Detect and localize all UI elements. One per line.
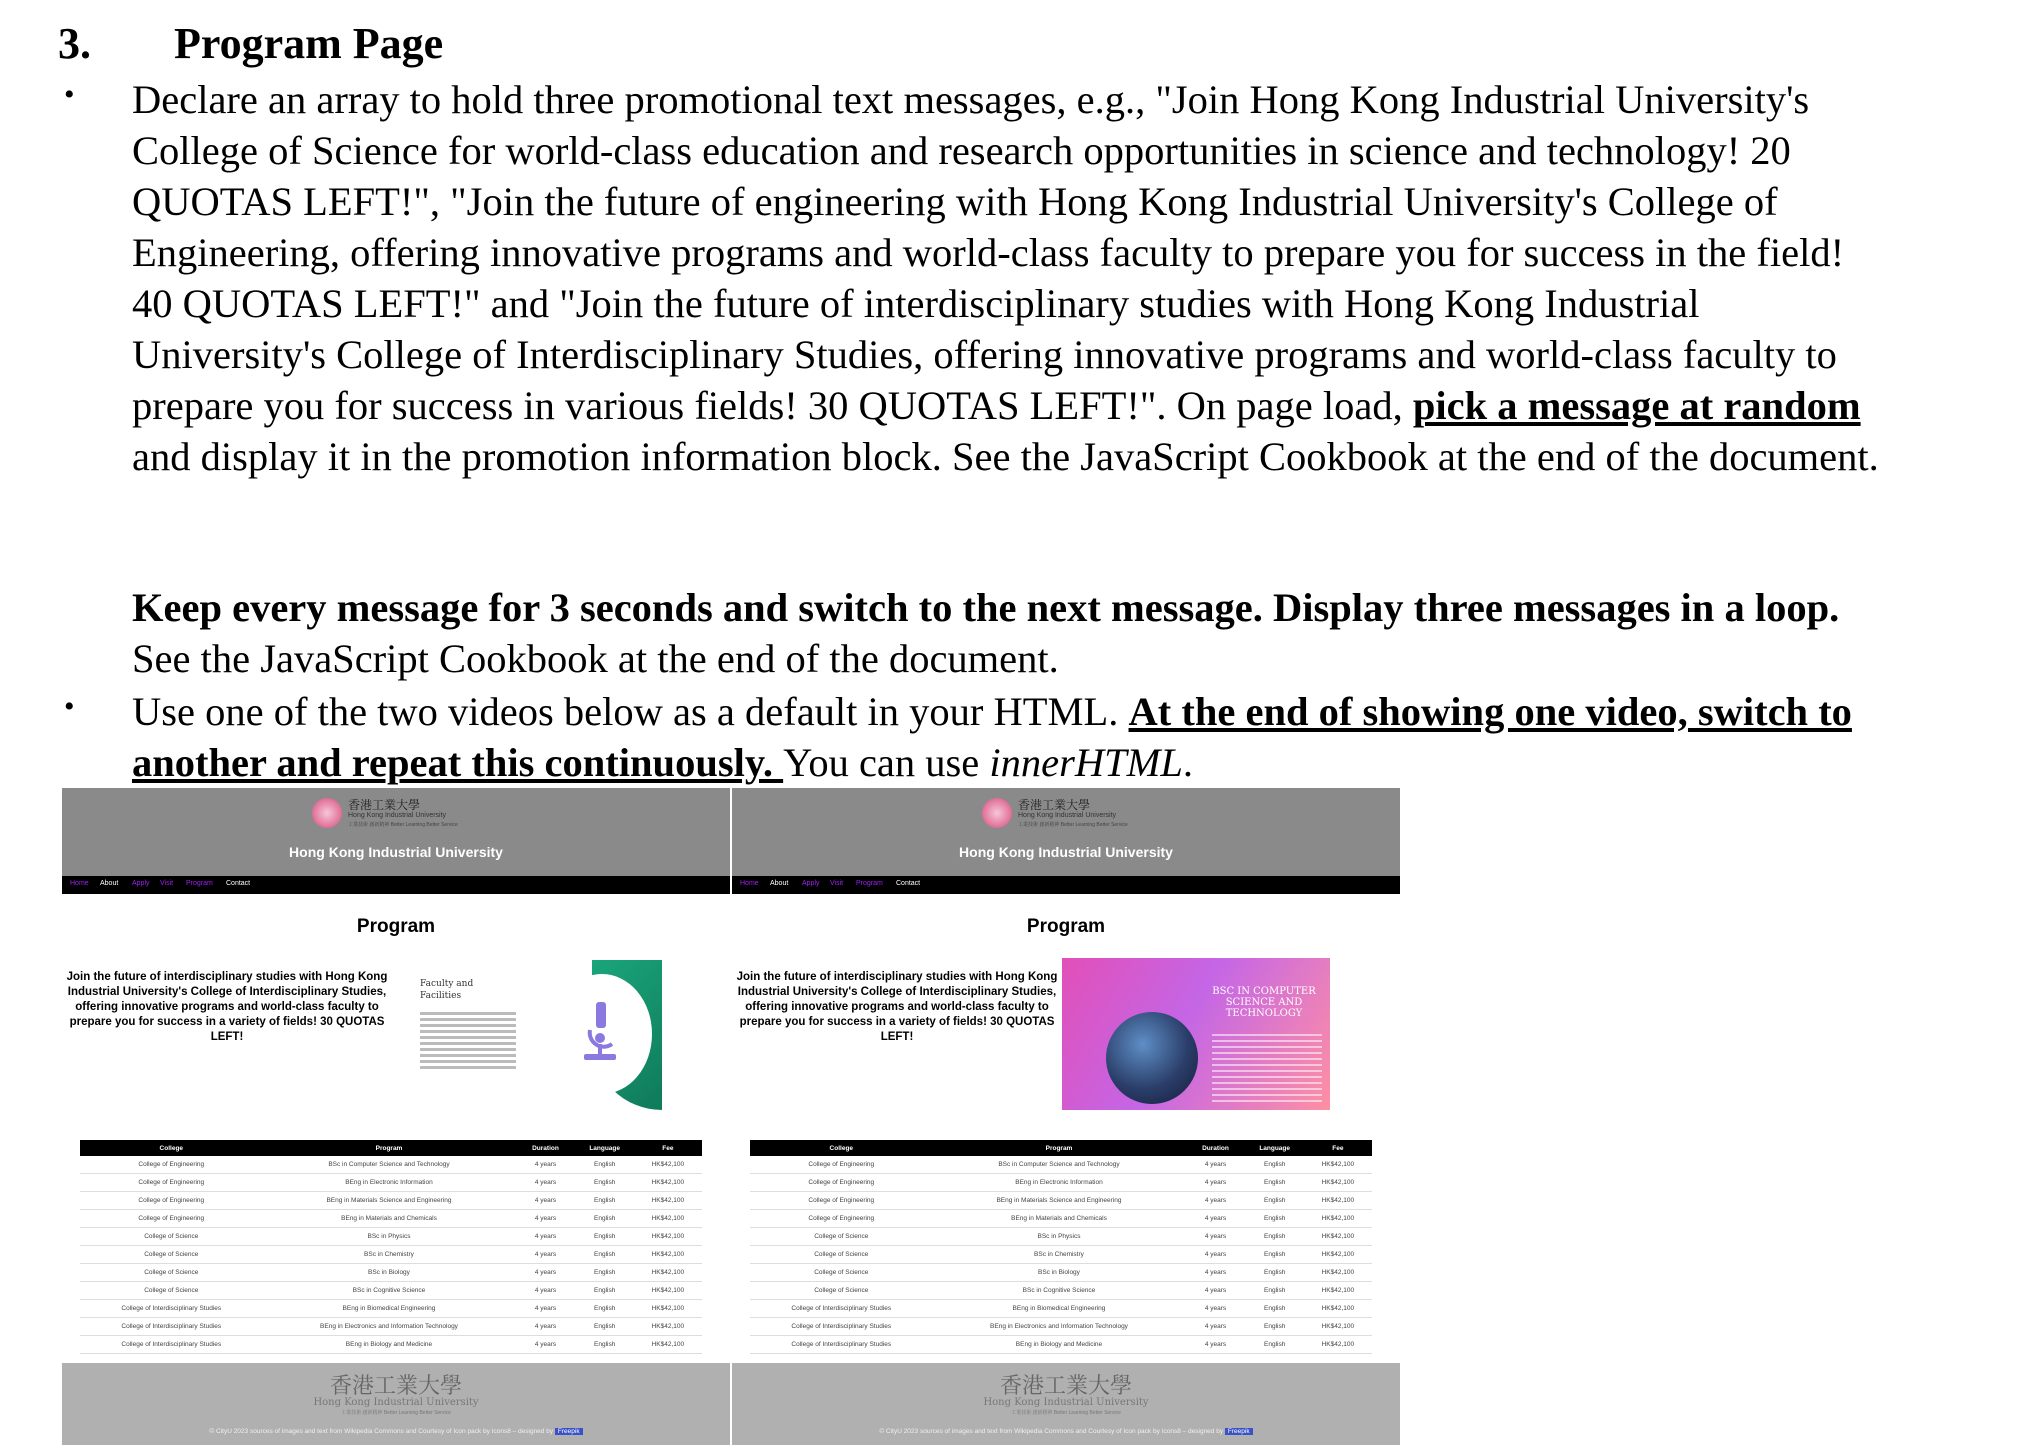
site-title: Hong Kong Industrial University: [289, 844, 503, 860]
table-cell: HK$42,100: [1304, 1300, 1372, 1318]
paragraph-array-instructions: [132, 74, 1892, 482]
section-title: Program Page: [174, 19, 444, 68]
table-row: [80, 1210, 702, 1228]
nav-contact[interactable]: Contact: [226, 880, 251, 887]
col-header: Program: [933, 1140, 1186, 1156]
col-header: College: [750, 1140, 933, 1156]
table-cell: BSc in Computer Science and Technology: [263, 1156, 516, 1174]
logo-icon: [982, 798, 1012, 828]
emphasis-random: pick a message at random: [1412, 383, 1861, 428]
table-cell: BSc in Cognitive Science: [933, 1282, 1186, 1300]
table-body: [80, 1156, 702, 1354]
nav-contact[interactable]: Contact: [896, 880, 921, 887]
table-cell: English: [576, 1336, 634, 1354]
table-cell: BEng in Electronic Information: [263, 1174, 516, 1192]
site-footer: [62, 1363, 730, 1445]
table-cell: HK$42,100: [1304, 1192, 1372, 1210]
col-header: Duration: [1185, 1140, 1245, 1156]
code-term: innerHTML: [989, 740, 1183, 785]
table-row: [80, 1192, 702, 1210]
table-cell: HK$42,100: [634, 1174, 702, 1192]
table-cell: English: [1246, 1282, 1304, 1300]
table-cell: BSc in Cognitive Science: [263, 1282, 516, 1300]
table-cell: BSc in Biology: [933, 1264, 1186, 1282]
screenshot-science-video: [62, 788, 730, 1445]
table-row: [80, 1246, 702, 1264]
table-cell: College of Science: [80, 1282, 263, 1300]
site-header: [732, 788, 1400, 876]
table-cell: BEng in Biomedical Engineering: [263, 1300, 516, 1318]
col-header: Language: [576, 1140, 634, 1156]
table-cell: English: [1246, 1318, 1304, 1336]
footer-subtitle: 工業技術 創新精神 Better Learning Better Service: [1011, 1410, 1121, 1416]
table-row: [750, 1174, 1372, 1192]
table-cell: English: [576, 1318, 634, 1336]
table-row: [80, 1300, 702, 1318]
table-row: [750, 1192, 1372, 1210]
table-cell: 4 years: [1185, 1318, 1245, 1336]
col-header: Fee: [1304, 1140, 1372, 1156]
table-row: [750, 1318, 1372, 1336]
program-table: [80, 1140, 702, 1354]
table-row: [750, 1282, 1372, 1300]
table-row: [750, 1228, 1372, 1246]
cs-video-title: BSC IN COMPUTER SCIENCE AND TECHNOLOGY: [1212, 986, 1316, 1019]
table-row: [750, 1300, 1372, 1318]
table-cell: BEng in Materials and Chemicals: [263, 1210, 516, 1228]
table-cell: 4 years: [515, 1174, 575, 1192]
table-cell: BEng in Materials Science and Engineering: [263, 1192, 516, 1210]
logo-english: Hong Kong Industrial University: [1018, 812, 1117, 819]
nav-about[interactable]: About: [770, 880, 789, 887]
table-cell: College of Interdisciplinary Studies: [750, 1336, 933, 1354]
table-cell: BEng in Materials and Chemicals: [933, 1210, 1186, 1228]
cs-text-lines: [1212, 1030, 1322, 1106]
table-cell: English: [576, 1228, 634, 1246]
table-cell: College of Science: [80, 1246, 263, 1264]
table-row: [80, 1282, 702, 1300]
col-header: Duration: [515, 1140, 575, 1156]
table-cell: BEng in Electronic Information: [933, 1174, 1186, 1192]
table-cell: 4 years: [515, 1210, 575, 1228]
table-cell: 4 years: [515, 1246, 575, 1264]
site-footer: [732, 1363, 1400, 1445]
table-cell: English: [1246, 1210, 1304, 1228]
table-body: [750, 1156, 1372, 1354]
table-cell: HK$42,100: [634, 1318, 702, 1336]
faculty-block: [420, 978, 516, 1072]
table-row: [750, 1246, 1372, 1264]
table-cell: 4 years: [515, 1156, 575, 1174]
logo-subtitle: 工業技術 創新精神 Better Learning Better Service: [1018, 822, 1128, 828]
table-cell: College of Interdisciplinary Studies: [80, 1300, 263, 1318]
table-cell: HK$42,100: [1304, 1246, 1372, 1264]
table-cell: English: [1246, 1228, 1304, 1246]
nav-visit[interactable]: Visit: [160, 880, 174, 887]
table-cell: HK$42,100: [1304, 1264, 1372, 1282]
table-row: [750, 1264, 1372, 1282]
table-cell: English: [576, 1264, 634, 1282]
table-cell: College of Science: [80, 1264, 263, 1282]
table-row: [750, 1210, 1372, 1228]
table-cell: College of Interdisciplinary Studies: [750, 1318, 933, 1336]
table-cell: BSc in Computer Science and Technology: [933, 1156, 1186, 1174]
col-header: Language: [1246, 1140, 1304, 1156]
table-cell: College of Engineering: [750, 1174, 933, 1192]
emphasis-loop: Keep every message for 3 seconds and switch to the next message. Display three messages in a loop.: [132, 585, 1840, 630]
table-cell: BSc in Physics: [263, 1228, 516, 1246]
paragraph-text: See the JavaScript Cookbook at the end of the document.: [132, 636, 1059, 681]
table-cell: BEng in Biology and Medicine: [263, 1336, 516, 1354]
table-cell: English: [576, 1192, 634, 1210]
screenshot-cs-video: [732, 788, 1400, 1445]
table-cell: HK$42,100: [1304, 1282, 1372, 1300]
paragraph-text: Declare an array to hold three promotional text messages, e.g., "Join Hong Kong Industrial University's College of Science for world-class education and research opportunities in science and technology! 20 QUOTAS LEFT!", "Join the future of engineering with Hong Kong Industrial University's College of Engineering, offering innovative programs and world-class faculty to prepare you for success in the field! 40 QUOTAS LEFT!" and "Join the future of interdisciplinary studies with Hong Kong Industrial University's College of Interdisciplinary Studies, offering innovative programs and world-class faculty to prepare you for success in various fields! 30 QUOTAS LEFT!". On page load,: [132, 77, 1845, 428]
cs-video[interactable]: [1062, 958, 1330, 1110]
table-cell: HK$42,100: [1304, 1336, 1372, 1354]
nav-home[interactable]: Home: [70, 880, 89, 887]
table-cell: College of Science: [750, 1228, 933, 1246]
nav-program[interactable]: Program: [856, 880, 883, 887]
nav-about[interactable]: About: [100, 880, 119, 887]
table-row: [80, 1318, 702, 1336]
table-cell: English: [1246, 1336, 1304, 1354]
table-cell: HK$42,100: [634, 1336, 702, 1354]
table-cell: English: [1246, 1192, 1304, 1210]
table-cell: HK$42,100: [634, 1300, 702, 1318]
table-cell: English: [1246, 1174, 1304, 1192]
table-cell: HK$42,100: [634, 1210, 702, 1228]
table-cell: English: [576, 1246, 634, 1264]
table-cell: HK$42,100: [1304, 1318, 1372, 1336]
table-cell: 4 years: [515, 1192, 575, 1210]
paragraph-text: You can use: [783, 740, 990, 785]
nav-home[interactable]: Home: [740, 880, 759, 887]
table-cell: 4 years: [1185, 1282, 1245, 1300]
table-cell: BEng in Electronics and Information Technology: [263, 1318, 516, 1336]
table-cell: HK$42,100: [1304, 1156, 1372, 1174]
table-cell: English: [576, 1282, 634, 1300]
paragraph-text: and display it in the promotion information block. See the JavaScript Cookbook at the end of the document.: [132, 434, 1879, 479]
site-title: Hong Kong Industrial University: [959, 844, 1173, 860]
table-cell: English: [1246, 1264, 1304, 1282]
table-cell: 4 years: [1185, 1192, 1245, 1210]
section-number: 3.: [58, 19, 91, 68]
table-cell: 4 years: [515, 1282, 575, 1300]
table-row: [80, 1264, 702, 1282]
microscope-icon: [582, 1000, 618, 1064]
table-cell: College of Science: [750, 1264, 933, 1282]
table-cell: College of Science: [750, 1246, 933, 1264]
table-cell: English: [1246, 1156, 1304, 1174]
table-cell: 4 years: [1185, 1210, 1245, 1228]
table-cell: English: [576, 1156, 634, 1174]
logo-chinese: 香港工業大學: [1018, 798, 1091, 812]
col-header: Fee: [634, 1140, 702, 1156]
table-cell: BSc in Physics: [933, 1228, 1186, 1246]
nav-bar: [62, 876, 730, 894]
table-row: [750, 1156, 1372, 1174]
table-cell: 4 years: [515, 1336, 575, 1354]
table-cell: 4 years: [1185, 1228, 1245, 1246]
table-cell: HK$42,100: [634, 1228, 702, 1246]
table-cell: College of Engineering: [80, 1174, 263, 1192]
table-cell: HK$42,100: [1304, 1174, 1372, 1192]
nav-apply[interactable]: Apply: [802, 880, 820, 887]
table-cell: HK$42,100: [634, 1264, 702, 1282]
promotion-block: Join the future of interdisciplinary studies with Hong Kong Industrial University's College of Interdisciplinary Studies, offering innovative programs and world-class faculty to prepare you for success in a variety of fields! 30 QUOTAS LEFT!: [66, 971, 388, 1043]
table-cell: 4 years: [515, 1318, 575, 1336]
table-cell: English: [576, 1174, 634, 1192]
table-cell: 4 years: [1185, 1336, 1245, 1354]
credit-badge[interactable]: Freepik: [1225, 1428, 1253, 1435]
table-row: [750, 1336, 1372, 1354]
table-cell: English: [1246, 1246, 1304, 1264]
table-cell: HK$42,100: [1304, 1228, 1372, 1246]
nav-apply[interactable]: Apply: [132, 880, 150, 887]
science-video[interactable]: [552, 960, 662, 1110]
table-cell: BEng in Biology and Medicine: [933, 1336, 1186, 1354]
table-cell: 4 years: [1185, 1174, 1245, 1192]
table-cell: 4 years: [515, 1300, 575, 1318]
table-cell: English: [576, 1210, 634, 1228]
table-header-row: [750, 1140, 1372, 1156]
col-header: Program: [263, 1140, 516, 1156]
program-title: Program: [1026, 916, 1106, 937]
table-cell: BSc in Chemistry: [263, 1246, 516, 1264]
table-cell: College of Engineering: [80, 1210, 263, 1228]
nav-visit[interactable]: Visit: [830, 880, 844, 887]
logo-chinese: 香港工業大學: [348, 798, 421, 812]
credit-text: © CityU 2023 sources of images and text from Wikipedia Commons and Courtesy of Icon pack by Icons8 – designed by: [209, 1428, 554, 1435]
table-cell: BEng in Materials Science and Engineering: [933, 1192, 1186, 1210]
paragraph-text: Use one of the two videos below as a default in your HTML.: [132, 689, 1129, 734]
emphasis-video: At the end of showing one video, switch to another and repeat this continuously.: [132, 689, 1852, 785]
table-cell: BEng in Electronics and Information Technology: [933, 1318, 1186, 1336]
table-cell: BEng in Biomedical Engineering: [933, 1300, 1186, 1318]
credit-badge[interactable]: Freepik: [555, 1428, 583, 1435]
table-cell: HK$42,100: [634, 1192, 702, 1210]
table-cell: College of Interdisciplinary Studies: [750, 1300, 933, 1318]
table-cell: College of Engineering: [750, 1192, 933, 1210]
program-table: [750, 1140, 1372, 1354]
footer-credit: [62, 1428, 730, 1435]
table-cell: 4 years: [1185, 1156, 1245, 1174]
faculty-text-lines: [420, 1012, 516, 1069]
table-cell: HK$42,100: [1304, 1210, 1372, 1228]
table-cell: College of Engineering: [750, 1156, 933, 1174]
planet-image: [1106, 1012, 1198, 1104]
table-cell: 4 years: [1185, 1300, 1245, 1318]
paragraph-video-instructions: [132, 686, 1892, 788]
nav-bar: [732, 876, 1400, 894]
table-header-row: [80, 1140, 702, 1156]
faculty-title: Faculty and Facilities: [420, 979, 474, 1001]
logo-subtitle: 工業技術 創新精神 Better Learning Better Service: [348, 822, 458, 828]
footer-english: Hong Kong Industrial University: [983, 1397, 1149, 1408]
table-cell: HK$42,100: [634, 1246, 702, 1264]
table-cell: 4 years: [515, 1264, 575, 1282]
footer-english: Hong Kong Industrial University: [313, 1397, 479, 1408]
nav-program[interactable]: Program: [186, 880, 213, 887]
paragraph-loop-instructions: [132, 582, 1892, 684]
table-cell: BSc in Chemistry: [933, 1246, 1186, 1264]
col-header: College: [80, 1140, 263, 1156]
footer-chinese: 香港工業大學: [999, 1374, 1132, 1399]
table-row: [80, 1174, 702, 1192]
table-cell: College of Science: [80, 1228, 263, 1246]
logo-english: Hong Kong Industrial University: [348, 812, 447, 819]
table-cell: 4 years: [1185, 1246, 1245, 1264]
table-cell: College of Interdisciplinary Studies: [80, 1336, 263, 1354]
paragraph-text: .: [1182, 740, 1194, 785]
table-cell: English: [1246, 1300, 1304, 1318]
table-cell: 4 years: [515, 1228, 575, 1246]
footer-credit: [732, 1428, 1400, 1435]
program-title: Program: [356, 916, 436, 937]
table-cell: HK$42,100: [634, 1282, 702, 1300]
site-header: [62, 788, 730, 876]
table-row: [80, 1156, 702, 1174]
table-cell: College of Engineering: [750, 1210, 933, 1228]
promotion-block: Join the future of interdisciplinary studies with Hong Kong Industrial University's College of Interdisciplinary Studies, offering innovative programs and world-class faculty to prepare you for success in a variety of fields! 30 QUOTAS LEFT!: [736, 971, 1058, 1043]
table-cell: College of Engineering: [80, 1156, 263, 1174]
table-cell: 4 years: [1185, 1264, 1245, 1282]
footer-chinese: 香港工業大學: [329, 1374, 462, 1399]
table-cell: BSc in Biology: [263, 1264, 516, 1282]
table-cell: English: [576, 1300, 634, 1318]
table-cell: College of Engineering: [80, 1192, 263, 1210]
table-row: [80, 1336, 702, 1354]
logo-icon: [312, 798, 342, 828]
footer-subtitle: 工業技術 創新精神 Better Learning Better Service: [341, 1410, 451, 1416]
bullet-marker: •: [64, 78, 75, 111]
table-cell: College of Science: [750, 1282, 933, 1300]
table-cell: HK$42,100: [634, 1156, 702, 1174]
credit-text: © CityU 2023 sources of images and text from Wikipedia Commons and Courtesy of Icon pack by Icons8 – designed by: [879, 1428, 1224, 1435]
table-cell: College of Interdisciplinary Studies: [80, 1318, 263, 1336]
bullet-marker: •: [64, 690, 75, 723]
table-row: [80, 1228, 702, 1246]
